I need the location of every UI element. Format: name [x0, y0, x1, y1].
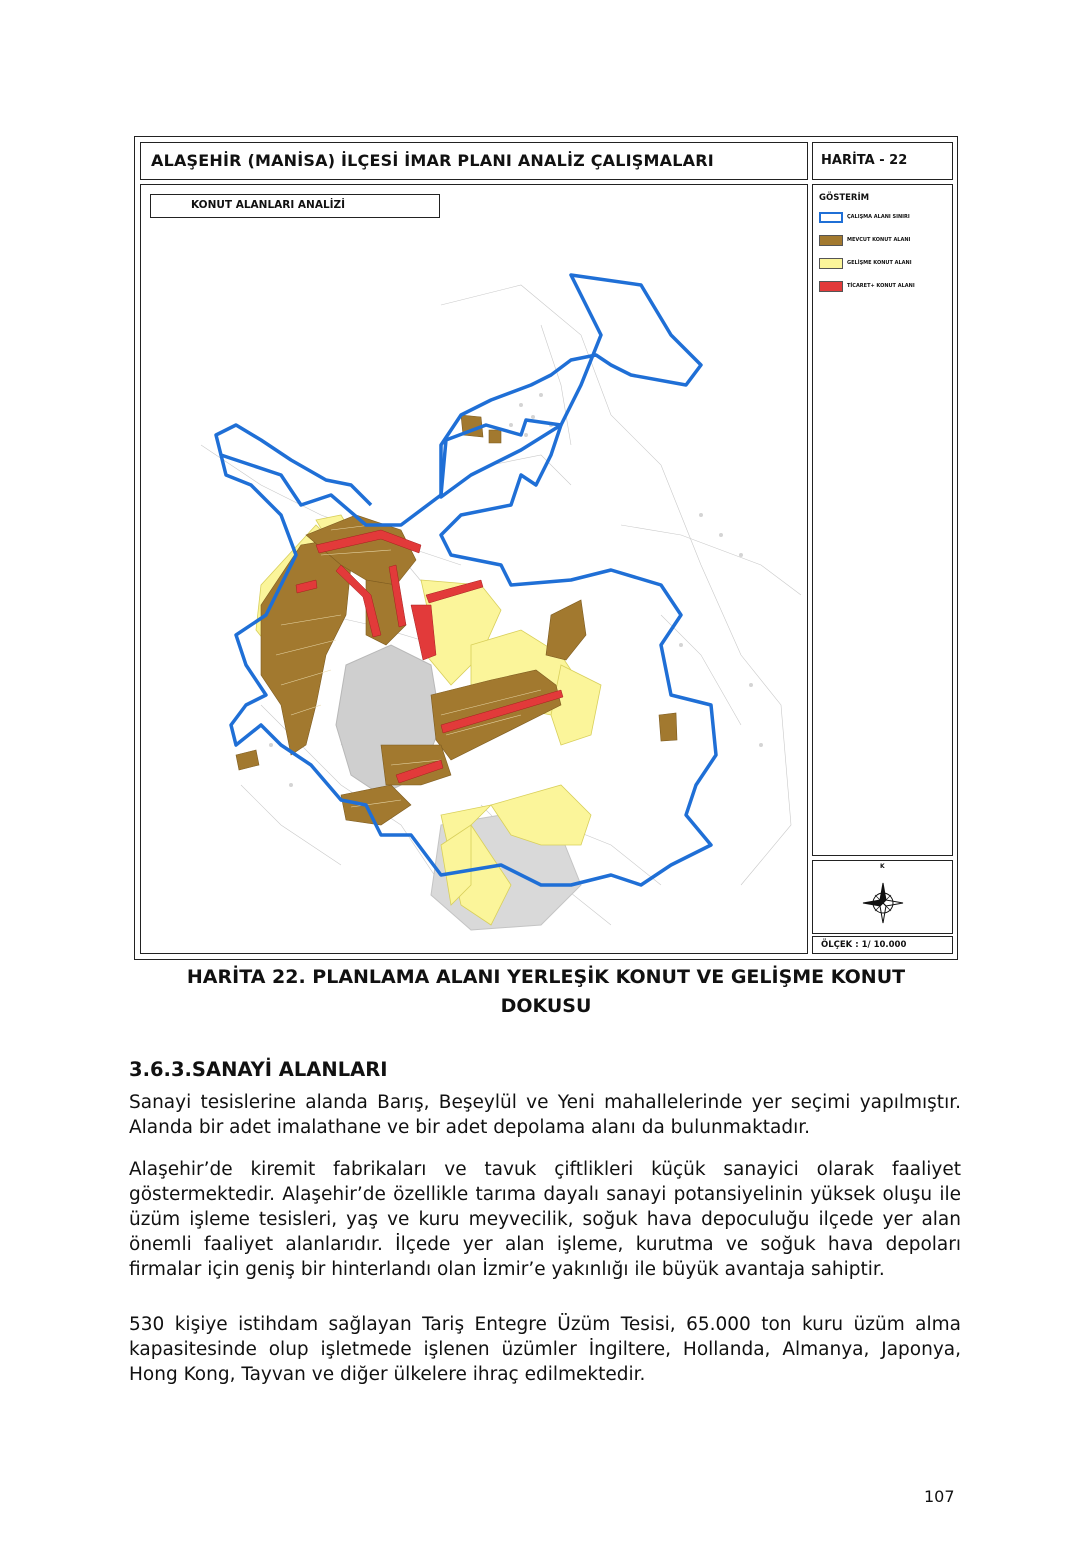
map-title: ALAŞEHİR (MANİSA) İLÇESİ İMAR PLANI ANALİZ ÇALIŞMALARI: [140, 142, 808, 180]
legend-item-commercial-residential: [819, 278, 952, 301]
legend-item-study-boundary: [819, 209, 952, 232]
legend-label: TİCARET+ KONUT ALANI: [847, 283, 915, 289]
legend-label: ÇALIŞMA ALANI SINIRI: [847, 214, 910, 220]
paragraph-2: Alaşehir’de kiremit fabrikaları ve tavuk çiftlikleri küçük sanayici olarak faaliyet göstermektedir. Alaşehir’de özellikle tarıma dayalı sanayi potansiyelinin yüksek oluşu ile üzüm işleme tesisleri, yaş ve kuru meyvecilik, soğuk hava depoculuğu ilçede yer alan önemli faaliyet alanlarıdır. İlçede yer alan işleme, kurutma ve soğuk hava depoları firmalar için geniş bir hinterlandı olan İzmir’e yakınlığı ile büyük avantaja sahiptir.: [129, 1159, 961, 1280]
legend-item-development-residential: [819, 255, 952, 278]
legend-label: GELİŞME KONUT ALANI: [847, 260, 912, 266]
caption-line-2: DOKUSU: [500, 995, 592, 1017]
map-area: [140, 184, 808, 954]
section-heading: 3.6.3.SANAYİ ALANLARI: [129, 1058, 388, 1081]
legend-swatch-commercial-residential: [819, 281, 843, 292]
north-letter: K: [880, 863, 885, 870]
map-legend: [812, 184, 953, 856]
legend-swatch-development-residential: [819, 258, 843, 269]
compass-rose-icon: [813, 861, 954, 935]
caption-line-1: HARİTA 22. PLANLAMA ALANI YERLEŞİK KONUT VE GELİŞME KONUT: [186, 966, 906, 988]
map-figure: [134, 136, 958, 960]
north-arrow-panel: [812, 860, 953, 934]
map-scale: ÖLÇEK : 1/ 10.000: [812, 936, 953, 954]
map-caption: [100, 963, 992, 1021]
page-number: 107: [924, 1487, 955, 1506]
legend-item-existing-residential: [819, 232, 952, 255]
map-number: HARİTA - 22: [812, 142, 953, 180]
paragraph-3: 530 kişiye istihdam sağlayan Tariş Entegre Üzüm Tesisi, 65.000 ton kuru üzüm alma kapasitesinde olup işletmede işlenen üzümler İngiltere, Hollanda, Almanya, Japonya, Hong Kong, Tayvan ve diğer ülkelere ihraç edilmektedir.: [129, 1314, 961, 1385]
residential-analysis-map: [141, 185, 808, 954]
study-area-boundary-north-lobe: [441, 275, 701, 497]
legend-title: GÖSTERİM: [819, 193, 870, 203]
paragraph-1: Sanayi tesislerine alanda Barış, Beşeylül ve Yeni mahallelerinde yer seçimi yapılmıştır. Alanda bir adet imalathane ve bir adet depolama alanı da bulunmaktadır.: [129, 1092, 961, 1138]
legend-swatch-study-boundary: [819, 212, 843, 223]
legend-swatch-existing-residential: [819, 235, 843, 246]
legend-label: MEVCUT KONUT ALANI: [847, 237, 911, 243]
map-analysis-label: KONUT ALANLARI ANALİZİ: [150, 194, 440, 218]
